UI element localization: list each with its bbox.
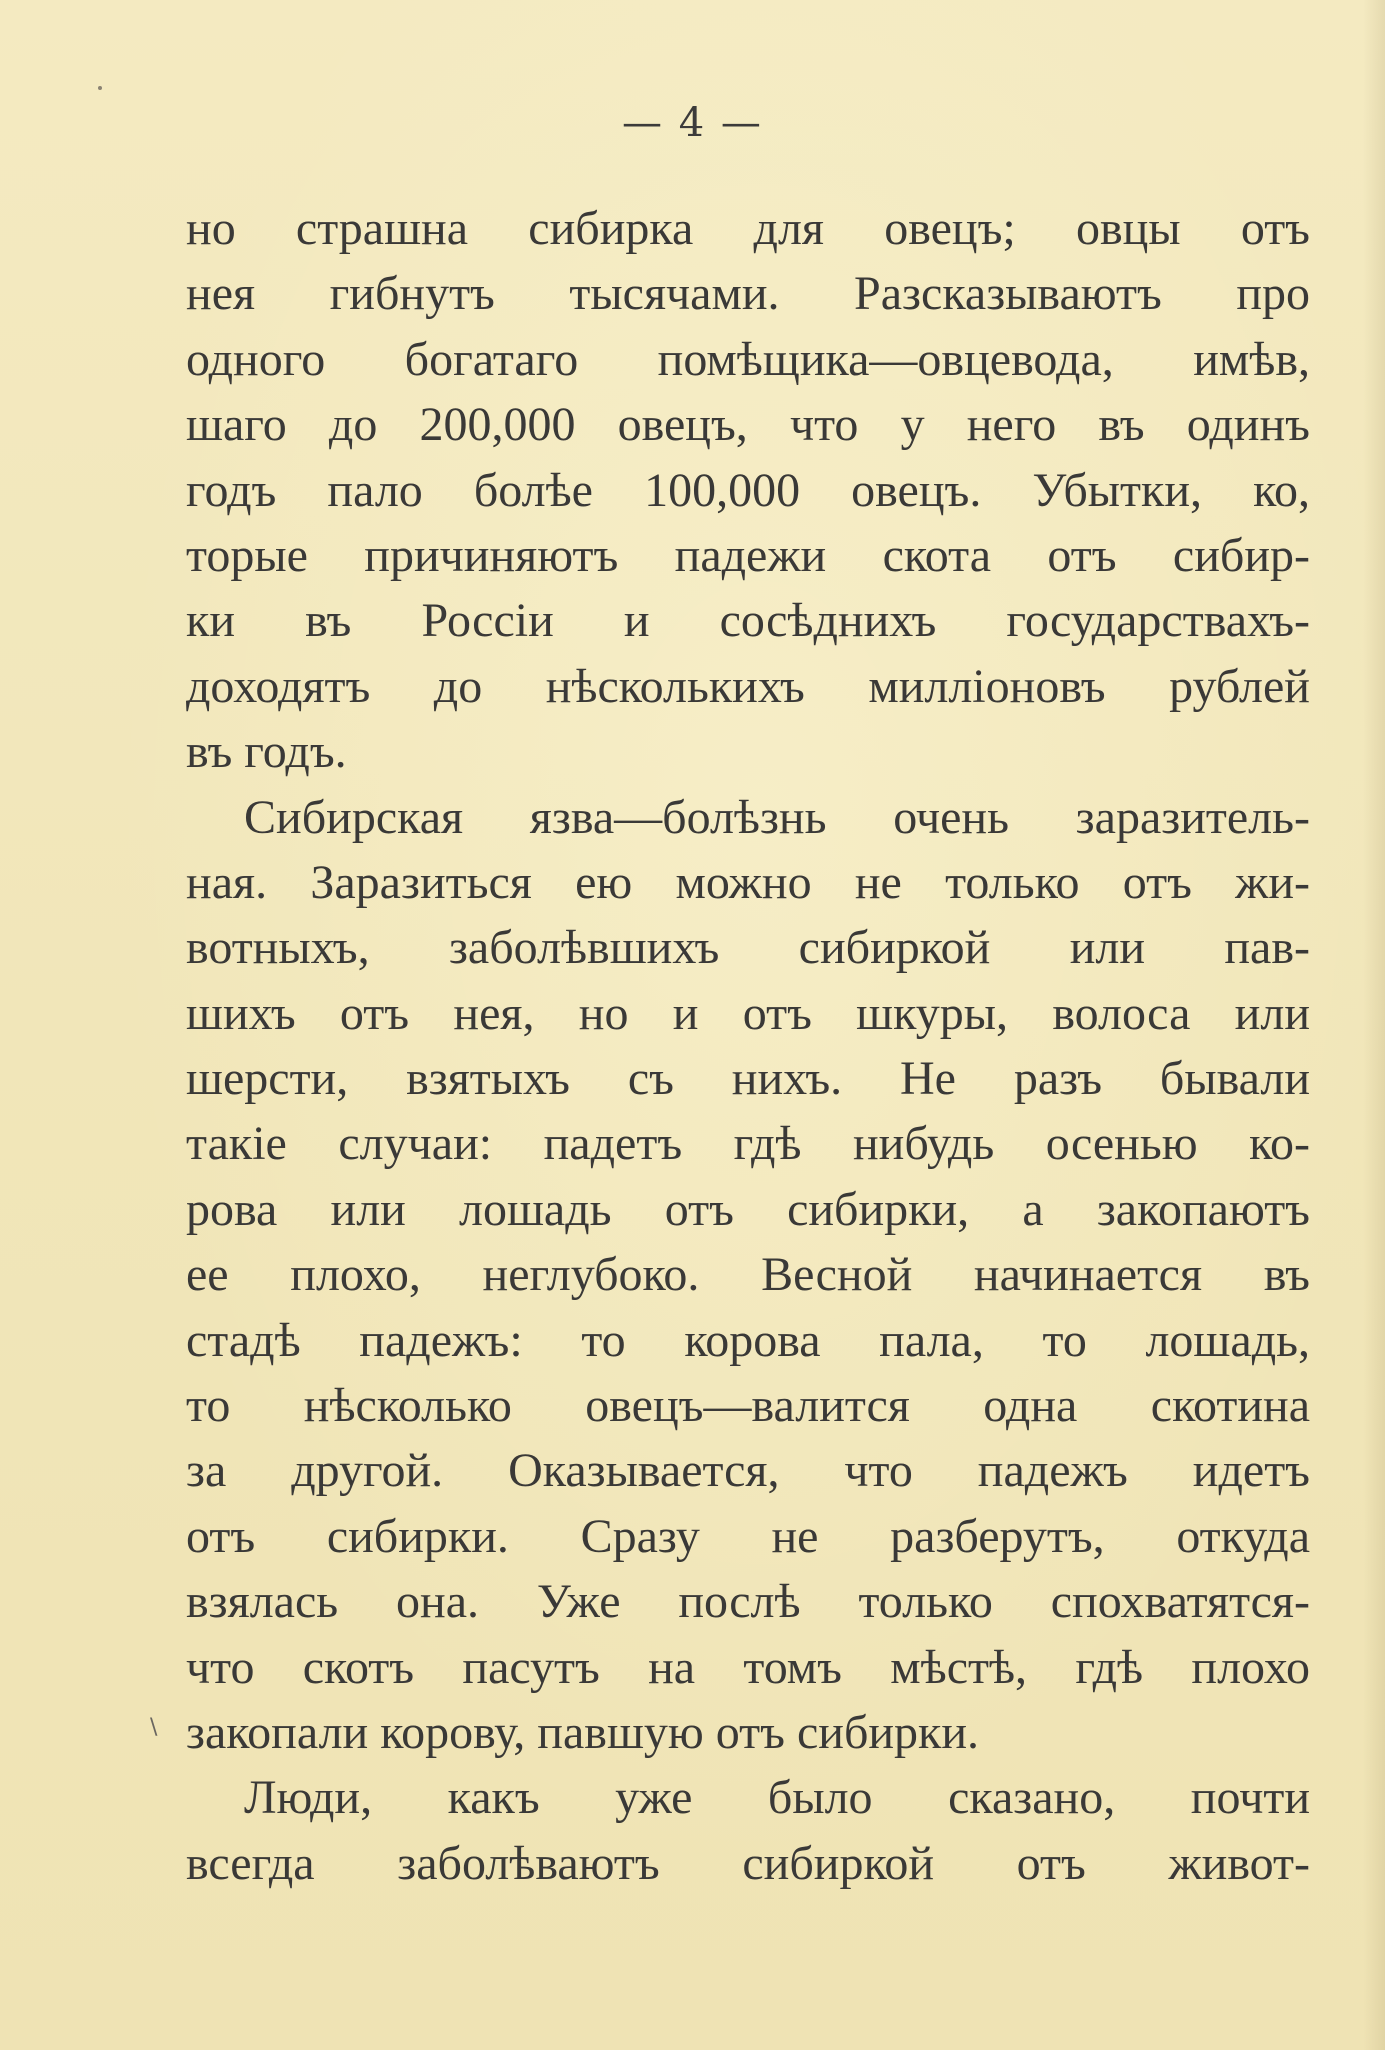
text-line: ее плохо, неглубоко. Весной начинается въ bbox=[186, 1248, 1310, 1302]
page-number: — 4 — bbox=[622, 100, 763, 146]
margin-mark: \ bbox=[150, 1715, 158, 1740]
text-line: годъ пало болѣе 100,000 овецъ. Убытки, ко, bbox=[186, 463, 1310, 517]
text-line: но страшна сибирка для овецъ; овцы отъ bbox=[186, 202, 1310, 255]
text-line: стадѣ падежъ: то корова пала, то лошадь, bbox=[186, 1313, 1310, 1367]
text-line: торые причиняютъ падежи скота отъ сибир- bbox=[186, 528, 1310, 582]
text-line: рова или лошадь отъ сибирки, а закопаютъ bbox=[186, 1182, 1310, 1236]
text-line: одного богатаго помѣщика—овцевода, имѣв, bbox=[186, 332, 1310, 386]
text-line: въ годъ. bbox=[186, 725, 347, 779]
text-line: шерсти, взятыхъ съ нихъ. Не разъ бывали bbox=[186, 1052, 1310, 1106]
text-line: взялась она. Уже послѣ только спохватятся- bbox=[186, 1575, 1310, 1629]
text-line: за другой. Оказывается, что падежъ идетъ bbox=[186, 1444, 1310, 1498]
text-line: доходятъ до нѣсколькихъ милліоновъ рублей bbox=[186, 659, 1310, 713]
text-line: всегда заболѣваютъ сибиркой отъ живот- bbox=[186, 1836, 1310, 1890]
text-line: Люди, какъ уже было сказано, почти bbox=[244, 1771, 1310, 1825]
text-line: такіе случаи: падетъ гдѣ нибудь осенью ко- bbox=[186, 1117, 1310, 1171]
text-line: отъ сибирки. Сразу не разберутъ, откуда bbox=[186, 1509, 1310, 1563]
text-line: Сибирская язва—болѣзнь очень заразитель- bbox=[244, 790, 1310, 844]
text-line: что скотъ пасутъ на томъ мѣстѣ, гдѣ плохо bbox=[186, 1640, 1310, 1694]
text-line: нея гибнутъ тысячами. Разсказываютъ про bbox=[186, 267, 1310, 321]
text-line: ки въ Россіи и сосѣднихъ государствахъ- bbox=[186, 594, 1310, 648]
text-line: шихъ отъ нея, но и отъ шкуры, волоса или bbox=[186, 986, 1310, 1040]
text-line: ная. Заразиться ею можно не только отъ жи- bbox=[186, 855, 1310, 909]
ink-speck bbox=[98, 86, 102, 90]
body-text bbox=[186, 196, 1310, 1896]
page-edge-shadow bbox=[1363, 0, 1385, 2050]
text-line: закопали корову, павшую отъ сибирки. bbox=[186, 1705, 980, 1759]
text-line: шаго до 200,000 овецъ, что у него въ одинъ bbox=[186, 398, 1310, 452]
text-line: вотныхъ, заболѣвшихъ сибиркой или пав- bbox=[186, 921, 1310, 975]
text-line: то нѣсколько овецъ—валится одна скотина bbox=[186, 1379, 1310, 1433]
